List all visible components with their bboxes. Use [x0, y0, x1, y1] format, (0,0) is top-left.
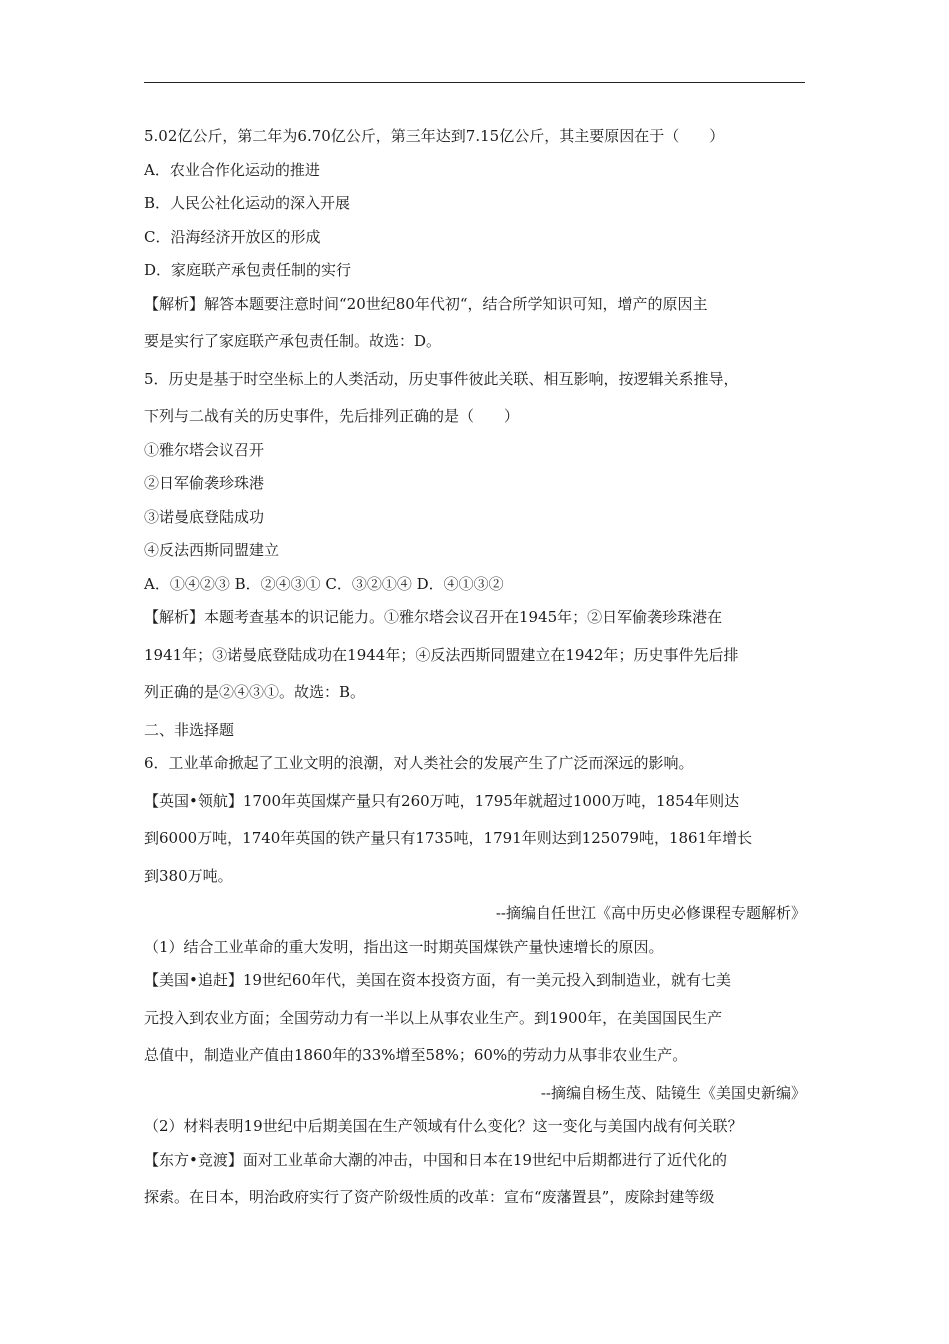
- question-6-stem: 6．工业革命掀起了工业文明的浪潮，对人类社会的发展产生了广泛而深远的影响。: [144, 754, 694, 772]
- question-4-option-b: B．人民公社化运动的深入开展: [144, 194, 351, 212]
- material-usa-line-1: 【美国•追赶】19世纪60年代，美国在资本投资方面，有一美元投入到制造业，就有七美: [144, 971, 732, 989]
- question-4-analysis-line-2: 要是实行了家庭联产承包责任制。故选：D。: [144, 332, 442, 350]
- material-east-line-1: 【东方•竞渡】面对工业革命大潮的冲击，中国和日本在19世纪中后期都进行了近代化的: [144, 1150, 727, 1169]
- material-britain-source: --摘编自任世江《高中历史必修课程专题解析》: [495, 904, 806, 922]
- question-5-item-3: ③诺曼底登陆成功: [144, 507, 265, 526]
- question-5-stem-line-1: 5．历史是基于时空坐标上的人类活动，历史事件彼此关联、相互影响，按逻辑关系推导，: [144, 369, 739, 388]
- question-4-stem-continued: 5.02亿公斤，第二年为6.70亿公斤，第三年达到7.15亿公斤，其主要原因在于（ ）: [144, 127, 725, 145]
- question-4-analysis-line-1: 【解析】解答本题要注意时间“20世纪80年代初“，结合所学知识可知，增产的原因主: [144, 294, 708, 313]
- question-6-part-2: （2）材料表明19世纪中后期美国在生产领域有什么变化？这一变化与美国内战有何关联？: [144, 1117, 743, 1135]
- header-rule: [144, 82, 805, 83]
- question-5-analysis-line-1: 【解析】本题考查基本的识记能力。①雅尔塔会议召开在1945年；②日军偷袭珍珠港在: [144, 608, 723, 626]
- question-5-analysis-line-2: 1941年；③诺曼底登陆成功在1944年；④反法西斯同盟建立在1942年；历史事件先后排: [144, 645, 739, 664]
- material-east-line-2: 探索。在日本，明治政府实行了资产阶级性质的改革：宣布“废藩置县”，废除封建等级: [144, 1188, 715, 1206]
- question-4-option-c: C．沿海经济开放区的形成: [144, 227, 321, 246]
- question-4-option-a: A．农业合作化运动的推进: [144, 160, 320, 179]
- material-britain-line-1: 【英国•领航】1700年英国煤产量只有260万吨，1795年就超过1000万吨，1854年则达: [144, 791, 740, 810]
- material-usa-line-2: 元投入到农业方面；全国劳动力有一半以上从事农业生产。到1900年，在美国国民生产: [144, 1008, 723, 1027]
- material-britain-line-2: 到6000万吨，1740年英国的铁产量只有1735吨，1791年则达到125079吨，1861年增长: [144, 829, 753, 847]
- question-6-part-1: （1）结合工业革命的重大发明，指出这一时期英国煤铁产量快速增长的原因。: [144, 937, 664, 956]
- material-britain-line-3: 到380万吨。: [144, 866, 233, 885]
- question-5-options: A．①④②③ B．②④③① C．③②①④ D．④①③②: [144, 574, 504, 593]
- question-5-item-1: ①雅尔塔会议召开: [144, 440, 265, 459]
- question-5-analysis-line-3: 列正确的是②④③①。故选：B。: [144, 683, 366, 701]
- question-5-item-4: ④反法西斯同盟建立: [144, 541, 280, 559]
- material-usa-source: --摘编自杨生茂、陆镜生《美国史新编》: [540, 1083, 806, 1102]
- question-4-option-d: D．家庭联产承包责任制的实行: [144, 261, 352, 279]
- material-usa-line-3: 总值中，制造业产值由1860年的33%增至58%；60%的劳动力从事非农业生产。: [144, 1046, 688, 1064]
- section-heading-non-choice: 二、非选择题: [144, 720, 235, 739]
- document-body: [144, 120, 814, 1219]
- question-5-item-2: ②日军偷袭珍珠港: [144, 474, 265, 492]
- question-5-stem-line-2: 下列与二战有关的历史事件，先后排列正确的是（ ）: [144, 407, 520, 425]
